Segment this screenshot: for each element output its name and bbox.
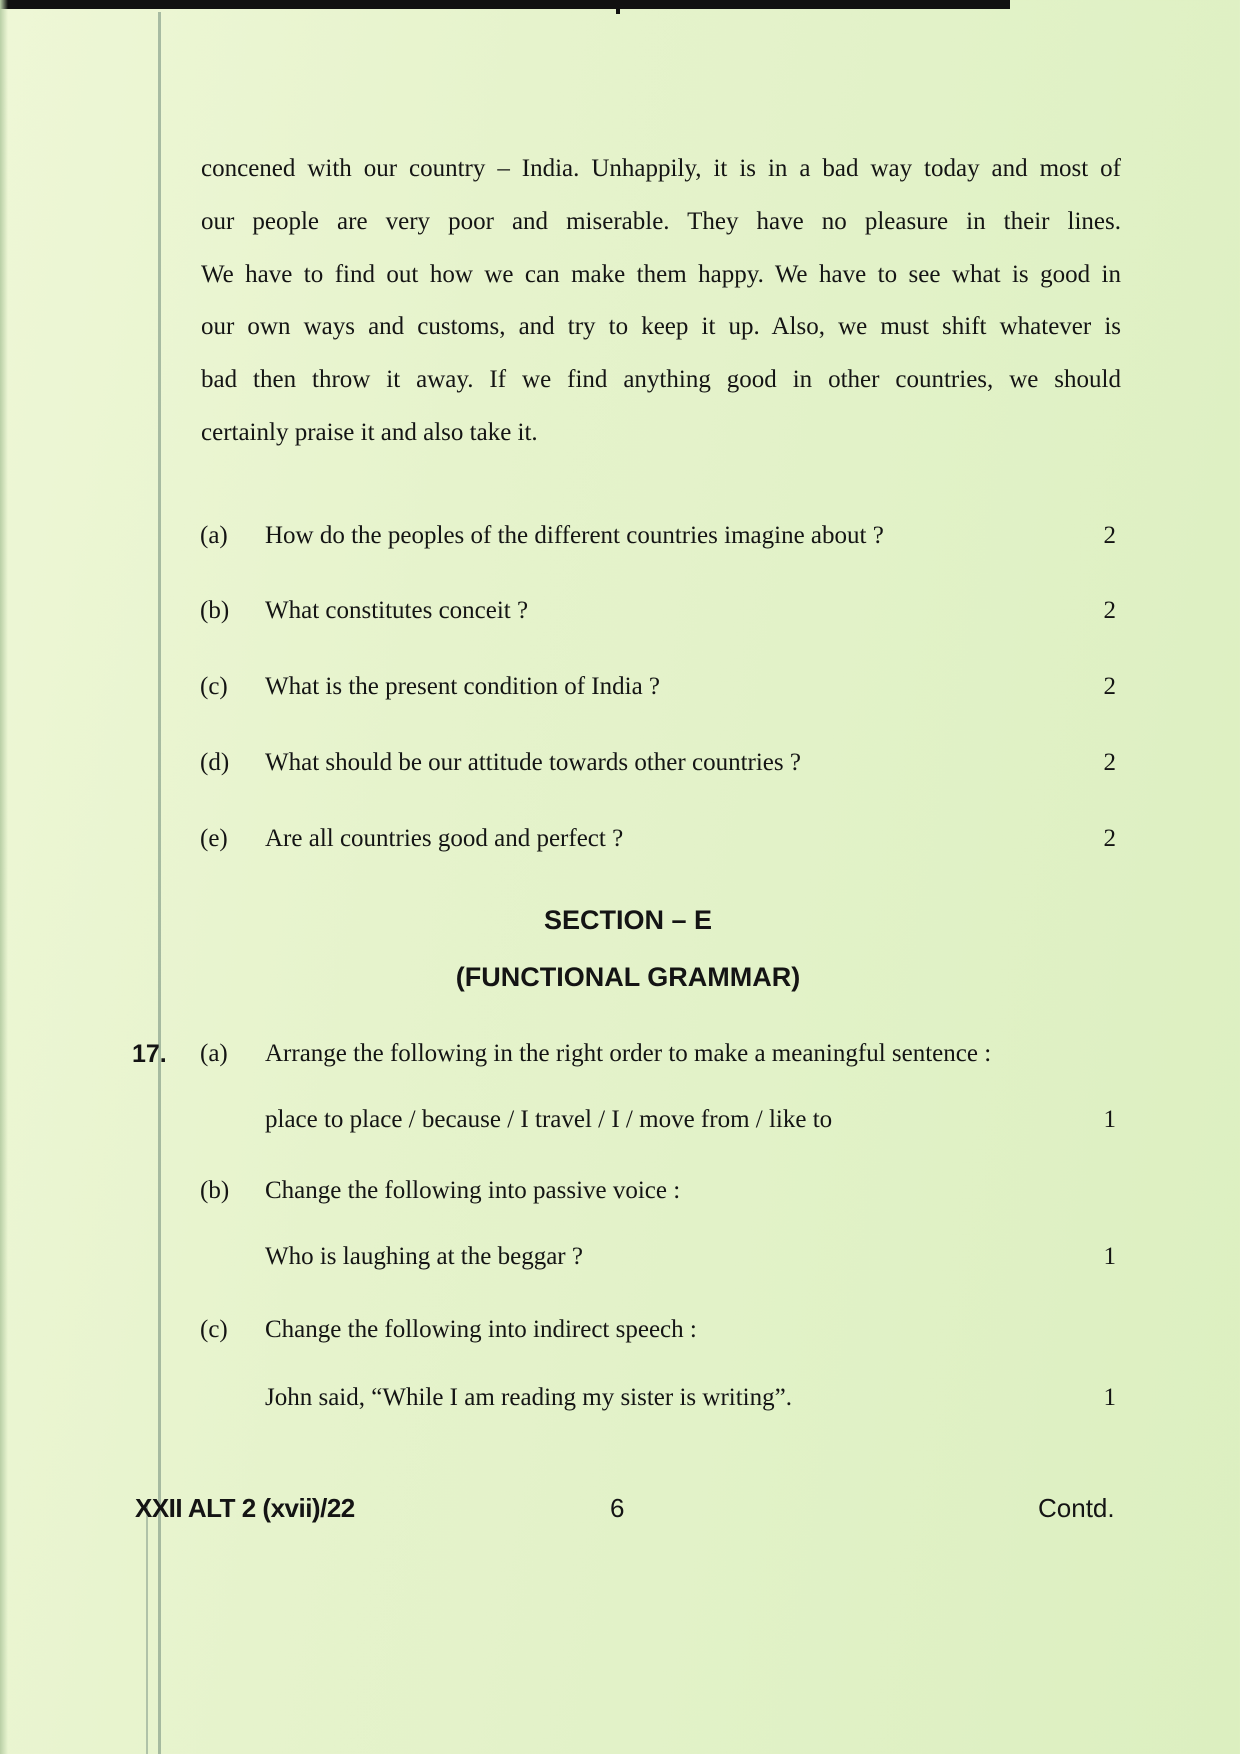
paper-code: XXII ALT 2 (xvii)/22 <box>135 1493 355 1523</box>
question-number: 17. <box>132 1040 167 1068</box>
question-label: (c) <box>200 673 228 700</box>
question-e <box>0 825 1240 865</box>
question-label: (b) <box>200 597 230 624</box>
question-marks: 1 <box>1103 1384 1116 1411</box>
question-text: How do the peoples of the different countries imagine about ? <box>265 522 884 549</box>
passage-line: certainly praise it and also take it. <box>201 418 538 446</box>
question-label: (a) <box>200 1040 228 1067</box>
question-marks: 2 <box>1103 749 1116 776</box>
question-label: (c) <box>200 1316 228 1343</box>
passage-line: concened with our country – India. Unhappily, it is in a bad way today and most of <box>201 155 1121 182</box>
question-d <box>0 749 1240 789</box>
question-a <box>0 522 1240 562</box>
scan-top-tick <box>616 0 620 14</box>
section-subtitle: (FUNCTIONAL GRAMMAR) <box>455 962 801 992</box>
question-item: place to place / because / I travel / I / move from / like to <box>265 1106 833 1133</box>
q17-part-c <box>0 1316 1240 1356</box>
question-marks: 2 <box>1103 673 1116 700</box>
question-label: (e) <box>200 825 228 852</box>
question-marks: 1 <box>1103 1243 1116 1270</box>
section-title: SECTION – E <box>543 905 713 935</box>
question-label: (b) <box>200 1177 230 1204</box>
q17-b-item <box>0 1243 1240 1283</box>
passage-line: our people are very poor and miserable. They have no pleasure in their lines. <box>201 207 1121 235</box>
q17-part-b <box>0 1177 1240 1217</box>
q17-part-a <box>0 1040 1240 1080</box>
page-footer <box>0 1493 1240 1533</box>
question-label: (d) <box>200 749 230 776</box>
question-marks: 1 <box>1103 1106 1116 1133</box>
question-marks: 2 <box>1103 825 1116 852</box>
question-instruction: Arrange the following in the right order to make a meaningful sentence : <box>265 1040 992 1067</box>
question-text: What should be our attitude towards other countries ? <box>265 749 801 776</box>
q17-a-item <box>0 1106 1240 1146</box>
margin-rule-lower <box>146 1500 148 1754</box>
question-instruction: Change the following into indirect speech : <box>265 1316 697 1343</box>
question-label: (a) <box>200 522 228 549</box>
passage-line: We have to find out how we can make them happy. We have to see what is good in <box>201 260 1121 288</box>
question-item: Who is laughing at the beggar ? <box>265 1243 583 1270</box>
question-marks: 2 <box>1103 522 1116 549</box>
question-c <box>0 673 1240 713</box>
scan-left-edge <box>0 0 8 1754</box>
passage-line: our own ways and customs, and try to keep it up. Also, we must shift whatever is <box>201 313 1121 341</box>
q17-c-item <box>0 1384 1240 1424</box>
question-text: What constitutes conceit ? <box>265 597 529 624</box>
question-b <box>0 597 1240 637</box>
question-instruction: Change the following into passive voice : <box>265 1177 681 1204</box>
question-marks: 2 <box>1103 597 1116 624</box>
passage-line: bad then throw it away. If we find anything good in other countries, we should <box>201 366 1121 394</box>
page-number: 6 <box>610 1493 625 1523</box>
scan-top-edge <box>0 0 1010 9</box>
question-item: John said, “While I am reading my sister is writing”. <box>265 1384 792 1411</box>
passage <box>201 143 1121 460</box>
continued-label: Contd. <box>1038 1493 1115 1523</box>
question-text: Are all countries good and perfect ? <box>265 825 624 852</box>
question-text: What is the present condition of India ? <box>265 673 661 700</box>
